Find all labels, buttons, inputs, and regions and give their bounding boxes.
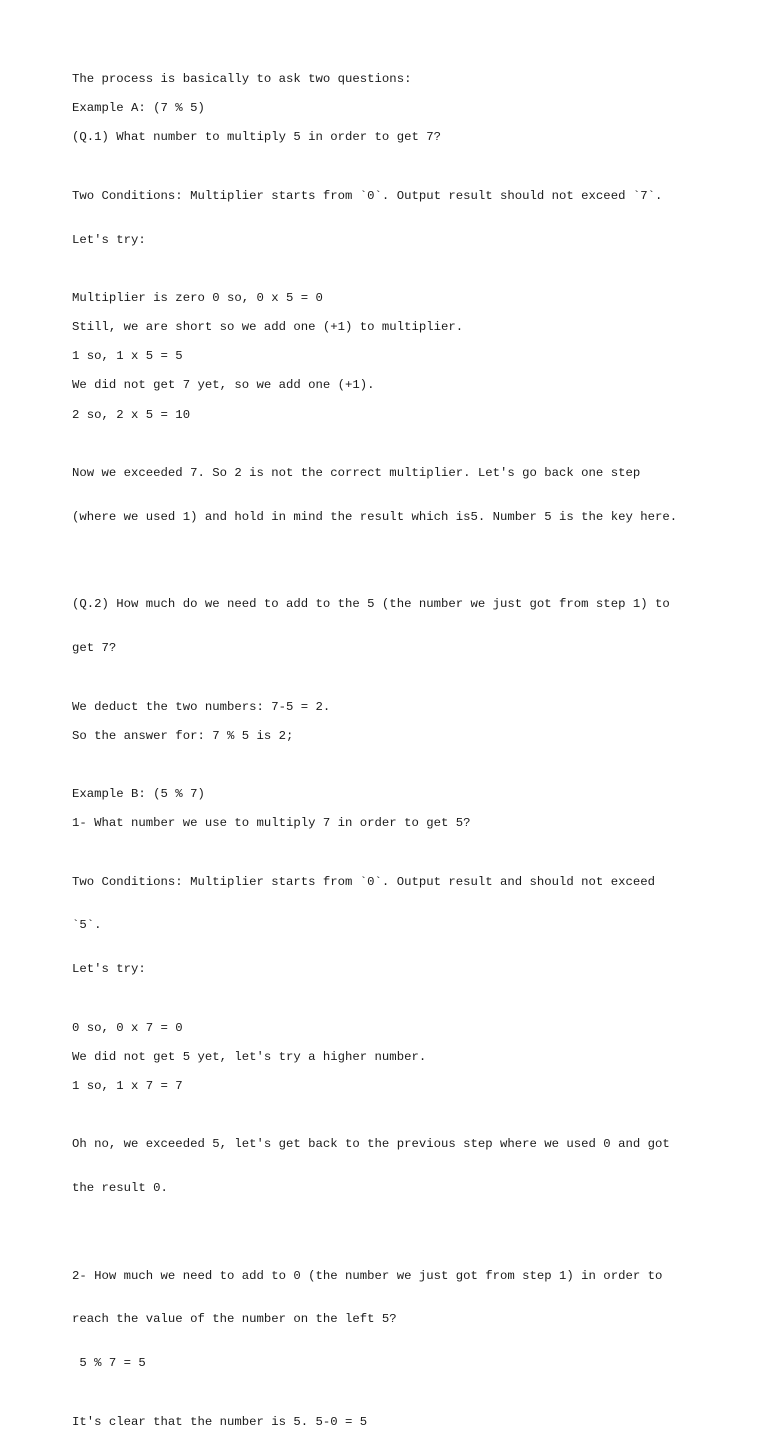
example-a-exceeded-line-1: Now we exceeded 7. So 2 is not the correct multiplier. Let's go back one step	[72, 466, 641, 481]
example-a-not-yet-note: We did not get 7 yet, so we add one (+1).	[72, 378, 375, 393]
example-b-conditions-line-3: Let's try:	[72, 962, 146, 977]
example-a-step-1: 1 so, 1 x 5 = 5	[72, 349, 183, 364]
example-a-short-note: Still, we are short so we add one (+1) to multiplier.	[72, 320, 464, 335]
example-b-conclusion: It's clear that the number is 5. 5-0 = 5	[72, 1414, 368, 1429]
example-b-exceeded-line-2: the result 0.	[72, 1181, 168, 1196]
example-a-conditions-line-1: Two Conditions: Multiplier starts from `0`. Output result should not exceed `7`.	[72, 188, 663, 203]
example-a-question-1: (Q.1) What number to multiply 5 in order to get 7?	[72, 130, 441, 145]
example-b-question-2-line-1: 2- How much we need to add to 0 (the number we just got from step 1) in order to	[72, 1268, 663, 1283]
example-b-question-1: 1- What number we use to multiply 7 in order to get 5?	[72, 816, 471, 831]
example-a-step-2: 2 so, 2 x 5 = 10	[72, 407, 191, 422]
example-b-conditions	[72, 845, 702, 1006]
example-b-step-1: 1 so, 1 x 7 = 7	[72, 1078, 183, 1093]
example-a-question-2-line-2: get 7?	[72, 641, 117, 656]
example-a-answer: So the answer for: 7 % 5 is 2;	[72, 728, 294, 743]
example-a-question-2-line-1: (Q.2) How much do we need to add to the 5 (the number we just got from step 1) to	[72, 597, 670, 612]
example-b-question-2	[72, 1240, 702, 1401]
example-b-title: Example B: (5 % 7)	[72, 787, 205, 802]
example-b-question-2-line-2: reach the value of the number on the left 5?	[72, 1312, 397, 1327]
example-a-deduct: We deduct the two numbers: 7-5 = 2.	[72, 699, 331, 714]
example-b-conditions-line-1: Two Conditions: Multiplier starts from `0`. Output result and should not exceed	[72, 874, 655, 889]
example-b-not-yet-note: We did not get 5 yet, let's try a higher number.	[72, 1049, 427, 1064]
document-body	[72, 72, 702, 1444]
example-b-conditions-line-2: `5`.	[72, 918, 102, 933]
example-b-exceeded-line-1: Oh no, we exceeded 5, let's get back to the previous step where we used 0 and got	[72, 1137, 670, 1152]
example-a-title: Example A: (7 % 5)	[72, 101, 205, 116]
example-a-conditions-line-2: Let's try:	[72, 232, 146, 247]
example-a-exceeded-note	[72, 437, 702, 554]
example-a-step-0: Multiplier is zero 0 so, 0 x 5 = 0	[72, 290, 323, 305]
example-b-question-2-line-3: 5 % 7 = 5	[72, 1356, 146, 1371]
example-a-conditions	[72, 160, 702, 277]
example-b-step-0: 0 so, 0 x 7 = 0	[72, 1020, 183, 1035]
section-spacer	[72, 758, 702, 787]
example-a-question-2	[72, 568, 702, 685]
intro-text: The process is basically to ask two questions:	[72, 72, 412, 86]
example-b-exceeded-note	[72, 1108, 702, 1225]
example-a-exceeded-line-2: (where we used 1) and hold in mind the result which is5. Number 5 is the key here.	[72, 509, 678, 524]
